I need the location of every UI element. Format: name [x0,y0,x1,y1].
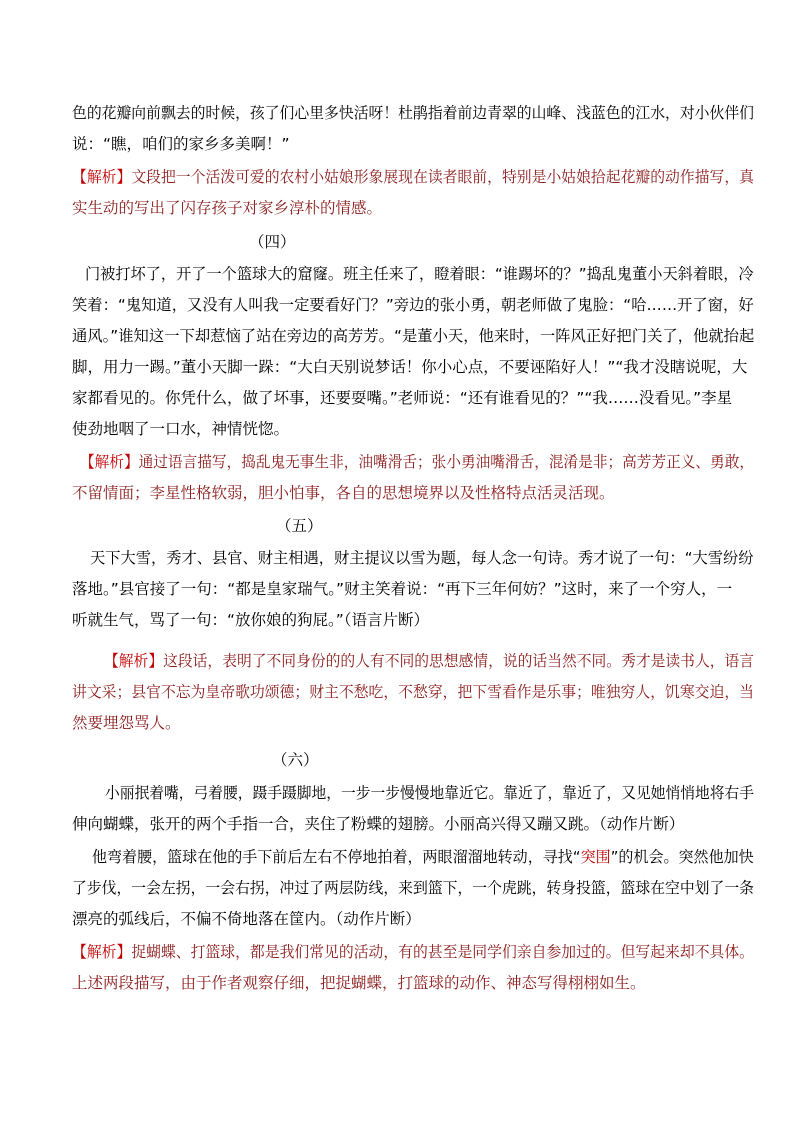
analysis-text: 捉蝴蝶、打篮球，都是我们常见的活动，有的甚至是同学们亲自参加过的。但写起来却不具体。 [131,943,755,961]
body-line: 家都看见的。你凭什么，做了坏事，还要耍嘴。”老师说：“还有谁看见的？”“我……没看见。”李星 [72,389,733,407]
body-line: 小丽抿着嘴，弓着腰，蹑手蹑脚地，一步一步慢慢地靠近它。靠近了，靠近了，又见她悄悄地将右手 [105,784,755,802]
analysis-tag: 【解析】 [104,652,164,670]
analysis-line: 讲文采；县官不忘为皇帝歌功颂德；财主不愁吃，不愁穿，把下雪看作是乐事；唯独穷人，饥寒交迫，当 [72,683,754,701]
analysis-tag: 【解析】 [72,168,132,186]
body-line: 落地。”县官接了一句：“都是皇家瑞气。”财主笑着说：“再下三年何妨？”这时，来了一个穷人，一 [72,580,733,598]
analysis-line: 不留情面；李星性格软弱，胆小怕事，各自的思想境界以及性格特点活灵活现。 [72,484,615,502]
section-heading: （六） [272,751,319,769]
body-line: 天下大雪，秀才、县官、财主相遇，财主提议以雪为题，每人念一句诗。秀才说了一句：“大雪纷纷 [90,549,754,567]
analysis-text: 通过语言描写，捣乱鬼无事生非，油嘴滑舌；张小勇油嘴滑舌，混淆是非；高芳芳正义、勇敢， [138,453,755,471]
body-line [92,847,754,867]
body-text: 他弯着腰，篮球在他的手下前后左右不停地拍着，两眼溜溜地转动，寻找“ [92,848,581,866]
quoted-word: 突围 [580,848,611,866]
body-line: 了步伐，一会左拐，一会右拐，冲过了两层防线，来到篮下，一个虎跳，转身投篮，篮球在空中划了一条 [72,879,754,897]
analysis-line [72,942,754,962]
body-text: ”的机会。突然他加快 [610,848,754,866]
analysis-tag: 【解析】 [80,453,139,471]
section-heading: （四） [249,233,296,251]
analysis-line [104,651,754,671]
analysis-line: 然要埋怨骂人。 [72,714,181,732]
body-line: 听就生气，骂了一句：“放你娘的狗屁。”（语言片断） [72,611,430,629]
analysis-text: 这段话，表明了不同身份的的人有不同的思想感情，说的话当然不同。秀才是读书人，语言 [163,652,755,670]
body-line: 通风。”谁知这一下却惹恼了站在旁边的高芳芳。“是董小天，他来时，一阵风正好把门关了，他就抬起 [72,327,755,345]
analysis-text: 文段把一个活泼可爱的农村小姑娘形象展现在读者眼前，特别是小姑娘拾起花瓣的动作描写，真 [131,168,755,186]
body-line: 脚，用力一踢。”董小天脚一跺：“大白天别说梦话！你小心点，不要诬陷好人！”“我才没瞎说呢，大 [72,358,748,376]
body-line: 使劲地咽了一口水，神情恍惚。 [72,420,290,438]
body-line: 笑着：“鬼知道，又没有人叫我一定要看好门？”旁边的张小勇，朝老师做了鬼脸：“哈……开了窗，好 [72,296,754,314]
body-line: 说：“瞧，咱们的家乡多美啊！” [72,135,290,153]
body-line: 色的花瓣向前飘去的时候，孩了们心里多快活呀！杜鹃指着前边青翠的山峰、浅蓝色的江水，对小伙伴们 [72,104,754,122]
analysis-line: 实生动的写出了闪存孩子对家乡淳朴的情感。 [72,199,383,217]
body-line: 门被打坏了，开了一个篮球大的窟窿。班主任来了，瞪着眼：“谁踢坏的？”捣乱鬼董小天斜着眼，冷 [85,265,754,283]
section-heading: （五） [276,517,323,535]
analysis-tag: 【解析】 [72,943,132,961]
analysis-line [72,167,754,187]
analysis-line: 上述两段描写，由于作者观察仔细，把捉蝴蝶，打篮球的动作、神态写得栩栩如生。 [72,974,646,992]
analysis-line [80,452,754,472]
body-line: 漂亮的弧线后，不偏不倚地落在筐内。（动作片断） [72,910,421,928]
body-line: 伸向蝴蝶，张开的两个手指一合，夹住了粉蝶的翅膀。小丽高兴得又蹦又跳。（动作片断） [72,815,685,833]
